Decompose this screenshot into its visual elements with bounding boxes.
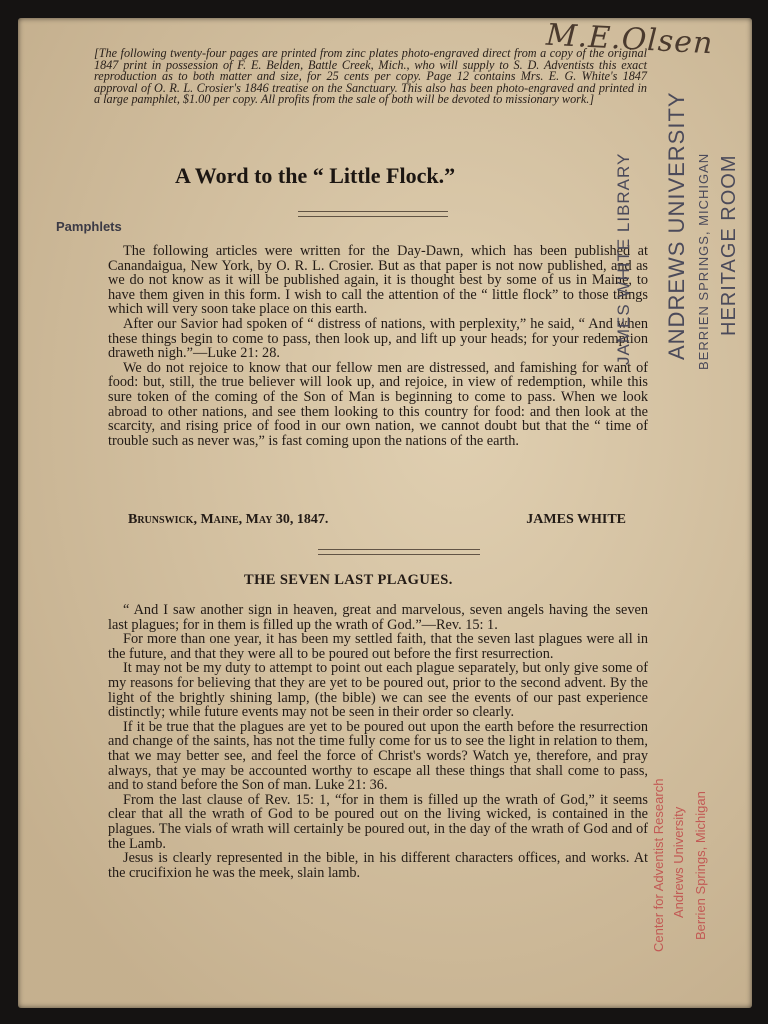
plague-paragraph: From the last clause of Rev. 15: 1, “for in them is filled up the wrath of God,” it seems clear that all the wrath of God to be poured out on the living wicked, is contained in the plagues. The vials of wrath will certainly be poured out, in the day of the wrath of God and of the Lamb.: [108, 791, 648, 852]
library-stamp-line: JAMES WHITE LIBRARY: [614, 152, 633, 365]
intro-text: [108, 244, 648, 448]
library-stamp-line: BERRIEN SPRINGS, MICHIGAN: [696, 152, 711, 370]
title-divider: [298, 211, 448, 217]
intro-paragraph: The following articles were written for the Day-Dawn, which has been published at Canandaigua, New York, by O. R. L. Crosier. But as that paper is not now published, and as we do not know as it will be published again, it is thought best by some of us in Maine, to have them given in this form. I wish to call the attention of the “ little flock” to those things which will very soon take place on this earth.: [108, 243, 648, 318]
intro-paragraph: After our Savior had spoken of “ distress of nations, with perplexity,” he said, “ And when these things begin to come to pass, then look up, and lift up your heads; for your redemption draweth nigh.”—Luke 21: 28.: [108, 315, 648, 362]
plague-paragraph: “ And I saw another sign in heaven, great and marvelous, seven angels having the seven last plagues; for in them is filled up the wrath of God.”—Rev. 15: 1.: [108, 602, 648, 633]
archive-stamp-line: Andrews University: [671, 806, 686, 918]
pamphlets-label: Pamphlets: [56, 219, 122, 234]
library-stamp-line: ANDREWS UNIVERSITY: [664, 91, 689, 360]
author-name: JAMES WHITE: [526, 512, 626, 527]
plague-paragraph: If it be true that the plagues are yet to be poured out upon the earth before the resurrection and change of the saints, has not the time fully come for us to see the light in relation to them, that we may better see, and feel the force of Christ's words? Watch ye, therefore, and pray always, that ye may be accounted worthy to escape all these things that shall come to pass, and to stand before the Son of man. Luke 21: 36.: [108, 718, 648, 794]
dateline: [128, 512, 628, 528]
intro-paragraph: We do not rejoice to know that our fellow men are distressed, and famishing for want of food: but, still, the true believer will look up, and rejoice, in view of redemption, while this sure token of the coming of the Son of Man is beginning to come to pass. When we look abroad to other nations, and see them looking to this country for food: and then look at the scarcity, and rising price of food in our own nation, we cannot doubt but that the “ time of trouble such as never was,” is fast coming upon the nations of the earth.: [108, 359, 648, 449]
section-title: THE SEVEN LAST PLAGUES.: [244, 572, 453, 588]
archive-stamp-line: Berrien Springs, Michigan: [693, 791, 708, 940]
plague-paragraph: For more than one year, it has been my settled faith, that the seven last plagues were all in the future, and that they were all to be poured out before the first resurrection.: [108, 631, 648, 662]
plagues-text: [108, 603, 648, 880]
plague-paragraph: It may not be my duty to attempt to point out each plague separately, but only give some of my reasons for believing that they are yet to be poured out, prior to the second advent. By the light of the brightly shining lamp, (the bible) we can see the events of our past experience distinctly; while future events may not be seen in their order so clearly.: [108, 660, 648, 721]
archive-stamp-line: Center for Adventist Research: [651, 778, 666, 952]
page-title: A Word to the “ Little Flock.”: [175, 163, 456, 188]
plague-paragraph: Jesus is clearly represented in the bible, in his different characters offices, and works. At the crucifixion he was the meek, slain lamb.: [108, 850, 648, 881]
dateline-place: Brunswick, Maine, May 30, 1847.: [128, 512, 329, 527]
section-divider: [318, 549, 480, 555]
library-stamp-line: HERITAGE ROOM: [718, 154, 740, 336]
publisher-note: [The following twenty-four pages are printed from zinc plates photo-engraved direct from a copy of the original 1847 print in possession of F. E. Belden, Battle Creek, Mich., who will supply to S. D. Adventists this exact reproduction as to both matter and size, for 25 cents per copy. Page 12 contains Mrs. E. G. White's 1847 approval of O. R. L. Crosier's 1846 treatise on the Sanctuary. This also has been photo-engraved and printed in a large pamphlet, $1.00 per copy. All profits from the sale of both will be devoted to missionary work.]: [94, 46, 647, 107]
handwritten-signature: M.E.Olsen: [545, 17, 715, 62]
